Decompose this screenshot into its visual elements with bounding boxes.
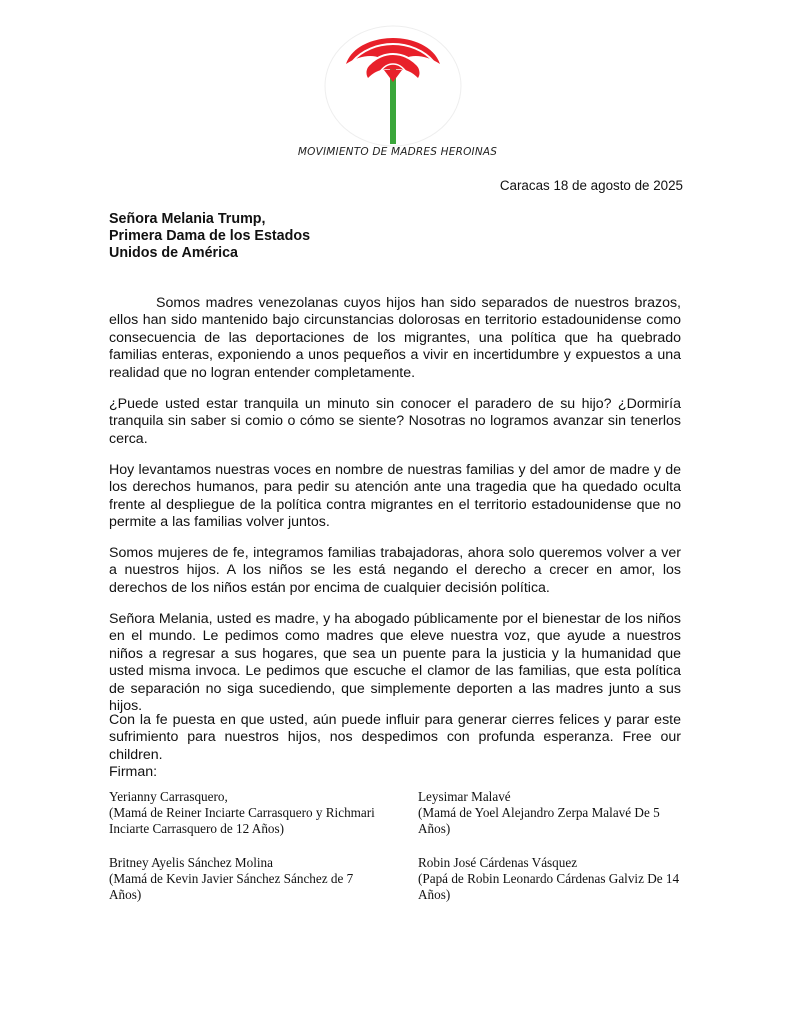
org-name: MOVIMIENTO DE MADRES HEROINAS [297,146,498,158]
body-paragraph: Somos madres venezolanas cuyos hijos han sido separados de nuestros brazos, ellos han sido mantenido bajo circunstancias dolorosas en territorio estadounidense como consecuencia de las deportaciones de los migrantes, una política que ha quebrado familias enteras, exponiendo a unos pequeños a vivir en incertidumbre y expuestos a una realidad que no logran entender completamente. [109,295,681,381]
signer-block [418,789,688,837]
signer-name: Robin José Cárdenas Vásquez [418,855,578,870]
signer-block [109,789,379,837]
addressee-line: Señora Melania Trump, [109,211,266,227]
signer-note: (Mamá de Kevin Javier Sánchez Sánchez de 7 Años) [109,871,354,902]
body-paragraph: Hoy levantamos nuestras voces en nombre de nuestras familias y del amor de madre y de los derechos humanos, para pedir su atención ante una tragedia que ha quedado oculta frente al despliegue de la política contra migrantes en el territorio estadounidense que no permite a las familias volver juntos. [109,462,681,531]
letter-date: Caracas 18 de agosto de 2025 [499,178,683,193]
red-carnation-icon [318,24,468,154]
body-paragraph: Con la fe puesta en que usted, aún puede influir para generar cierres felices y parar este sufrimiento para nuestros hijos, nos despedimos con profunda esperanza. Free our children. [109,712,681,763]
signer-name: Britney Ayelis Sánchez Molina [109,855,273,870]
signer-note: (Mamá de Reiner Inciarte Carrasquero y Richmari Inciarte Carrasquero de 12 Años) [109,805,375,836]
addressee-line: Primera Dama de los Estados [109,228,311,244]
signer-name: Leysimar Malavé [418,789,511,804]
signer-block [109,855,379,903]
signer-name: Yerianny Carrasquero, [109,789,228,804]
body-paragraph: ¿Puede usted estar tranquila un minuto sin conocer el paradero de su hijo? ¿Dormiría tranquila sin saber si comio o cómo se siente? Nosotras no logramos avanzar sin tenerlos cerca. [109,396,681,447]
body-paragraph: Señora Melania, usted es madre, y ha abogado públicamente por el bienestar de los niños en el mundo. Le pedimos como madres que eleve nuestra voz, que ayude a nuestros niños a regresar a sus hogares, que sea un puente para la justicia y la humanidad que usted misma invoca. Le pedimos que escuche el clamor de las familias, que esta política de separación no siga sucediendo, que simplemente deporten a las madres junto a sus hijos. [109,611,681,715]
addressee-line: Unidos de América [109,245,238,261]
addressee-block [109,211,310,262]
signer-note: (Mamá de Yoel Alejandro Zerpa Malavé De 5 Años) [418,805,660,836]
signer-block [418,855,688,903]
signer-note: (Papá de Robin Leonardo Cárdenas Galviz De 14 Años) [418,871,680,902]
body-paragraph: Somos mujeres de fe, integramos familias trabajadoras, ahora solo queremos volver a ver a nuestros hijos. A los niños se les está negando el derecho a crecer en amor, los derechos de los niños están por encima de cualquier decisión política. [109,545,681,596]
firman-label: Firman: [109,764,158,780]
